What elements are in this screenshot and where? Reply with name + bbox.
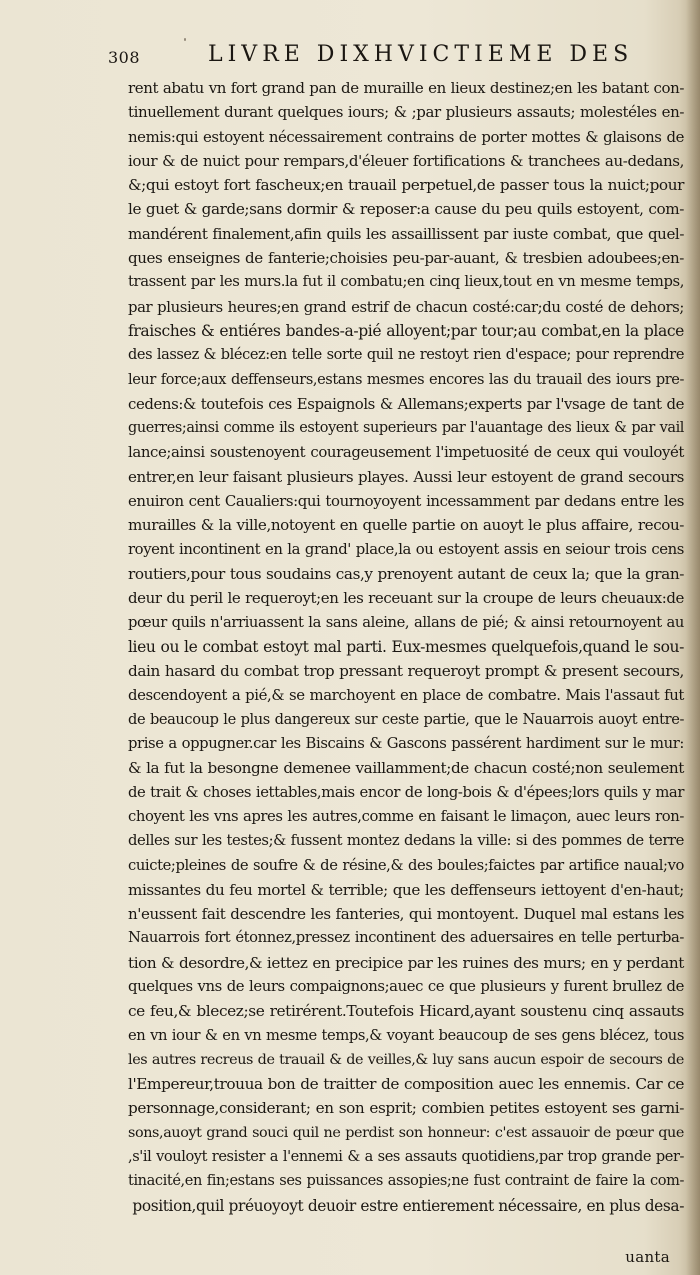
text-line: lance;ainsi soustenoyent courageusement l'impetuosité de ceux qui vouloyét — [128, 443, 684, 462]
text-line: personnage,considerant; en son esprit; combien petites estoyent ses garni- — [128, 1099, 684, 1118]
text-line: descendoyent a pié,& se marchoyent en place de combatre. Mais l'assaut fut — [128, 686, 684, 705]
text-line: fraisches & entiéres bandes-a-pié alloyent;par tour;au combat,en la place — [128, 321, 684, 340]
text-line: cedens:& toutefois ces Espaignols & Allemans;experts par l'vsage de tant de — [128, 394, 684, 413]
text-line: le guet & garde;sans dormir & reposer:a cause du peu quils estoyent, com- — [128, 200, 684, 219]
text-line: lieu ou le combat estoyt mal parti. Eux-mesmes quelquefois,quand le sou- — [128, 637, 684, 656]
text-line: enuiron cent Caualiers:qui tournoyoyent incessamment par dedans entre les — [128, 492, 684, 511]
text-line: ques enseignes de fanterie;choisies peu-par-auant, & tresbien adoubees;en- — [128, 249, 684, 268]
text-line: de trait & choses iettables,mais encor de long-bois & d'épees;lors quils y mar — [128, 783, 684, 801]
running-title: LIVRE DIXHVICTIEME DES — [208, 42, 634, 67]
text-line: l'Empereur,trouua bon de traitter de composition auec les ennemis. Car ce — [128, 1075, 684, 1094]
text-line: par plusieurs heures;en grand estrif de chacun costé:car;du costé de dehors; — [128, 297, 684, 316]
text-line: n'eussent fait descendre les fanteries, qui montoyent. Duquel mal estans les — [128, 905, 684, 924]
text-line: nemis:qui estoyent nécessairement contrains de porter mottes & glaisons de — [128, 127, 684, 146]
text-line: Nauarrois fort étonnez,pressez incontinent des aduersaires en telle perturba- — [128, 929, 684, 947]
text-line: entrer,en leur faisant plusieurs playes. Aussi leur estoyent de grand secours — [128, 467, 684, 486]
gutter-shadow — [686, 0, 700, 1275]
text-line: &;qui estoyt fort fascheux;en trauail perpetuel,de passer tous la nuict;pour — [128, 176, 684, 195]
page-number: 308 — [108, 48, 141, 67]
text-line: sons,auoyt grand souci quil ne perdist son honneur: c'est assauoir de pœur que — [128, 1124, 684, 1141]
text-line: guerres;ainsi comme ils estoyent superieurs par l'auantage des lieux & par vail — [128, 420, 684, 437]
text-line: ,s'il vouloyt resister a l'ennemi & a ses assauts quotidiens,par trop grande per- — [128, 1149, 684, 1166]
catchword: uanta — [625, 1248, 670, 1266]
ink-speck — [184, 38, 186, 41]
text-line: & la fut la besongne demenee vaillamment;de chacun costé;non seulement — [128, 759, 684, 778]
text-line: rent abatu vn fort grand pan de muraille en lieux destinez;en les batant con- — [128, 79, 684, 97]
text-line: prise a oppugner.car les Biscains & Gascons passérent hardiment sur le mur: — [128, 735, 684, 753]
page-header — [108, 42, 683, 72]
text-line: trassent par les murs.la fut il combatu;en cinq lieux,tout en vn mesme temps, — [128, 273, 684, 291]
text-line: choyent les vns apres les autres,comme en faisant le limaçon, auec leurs ron- — [128, 807, 684, 825]
text-line: tinuellement durant quelques iours; & ;par plusieurs assauts; molestéles en- — [128, 103, 684, 122]
text-line: deur du peril le requeroyt;en les receuant sur la croupe de leurs cheuaux:de — [128, 589, 684, 608]
text-line: delles sur les testes;& fussent montez dedans la ville: si des pommes de terre — [128, 832, 684, 850]
text-line: missantes du feu mortel & terrible; que les deffenseurs iettoyent d'en-haut; — [128, 880, 684, 899]
body-text — [128, 76, 684, 1218]
text-line: iour & de nuict pour rempars,d'éleuer fortifications & tranchees au-dedans, — [128, 151, 684, 170]
text-line: cuicte;pleines de soufre & de résine,& des boules;faictes par artifice naual;vo — [128, 856, 684, 874]
text-line: les autres recreus de trauail & de veilles,& luy sans aucun espoir de secours de — [128, 1051, 684, 1068]
text-line: routiers,pour tous soudains cas,y prenoyent autant de ceux la; que la gran- — [128, 564, 684, 583]
text-line: tinacité,en fin;estans ses puissances assopies;ne fust contraint de faire la com- — [128, 1173, 684, 1190]
text-line: dain hasard du combat trop pressant requeroyt prompt & present secours, — [128, 662, 684, 681]
text-line: quelques vns de leurs compaignons;auec ce que plusieurs y furent brullez de — [128, 977, 684, 995]
text-line: pœur quils n'arriuassent la sans aleine, allans de pié; & ainsi retournoyent au — [128, 613, 684, 631]
text-line: mandérent finalement,afin quils les assaillissent par iuste combat, que quel- — [128, 224, 684, 243]
text-line: position,quil préuoyoyt deuoir estre entierement nécessaire, en plus desa- — [132, 1196, 684, 1215]
text-line: murailles & la ville,notoyent en quelle partie on auoyt le plus affaire, recou- — [128, 516, 684, 535]
text-line: en vn iour & en vn mesme temps,& voyant beaucoup de ses gens blécez, tous — [128, 1026, 684, 1044]
text-line: royent incontinent en la grand' place,la ou estoyent assis en seiour trois cens — [128, 540, 684, 558]
text-line: des lassez & blécez:en telle sorte quil ne restoyt rien d'espace; pour reprendre — [128, 347, 684, 364]
text-line: tion & desordre,& iettez en precipice par les ruines des murs; en y perdant — [128, 953, 684, 972]
text-line: de beaucoup le plus dangereux sur ceste partie, que le Nauarrois auoyt entre- — [128, 710, 684, 728]
text-line: ce feu,& blecez;se retirérent.Toutefois Hicard,ayant soustenu cinq assauts — [128, 1002, 684, 1021]
text-line: leur force;aux deffenseurs,estans mesmes encores las du trauail des iours pre- — [128, 371, 684, 388]
